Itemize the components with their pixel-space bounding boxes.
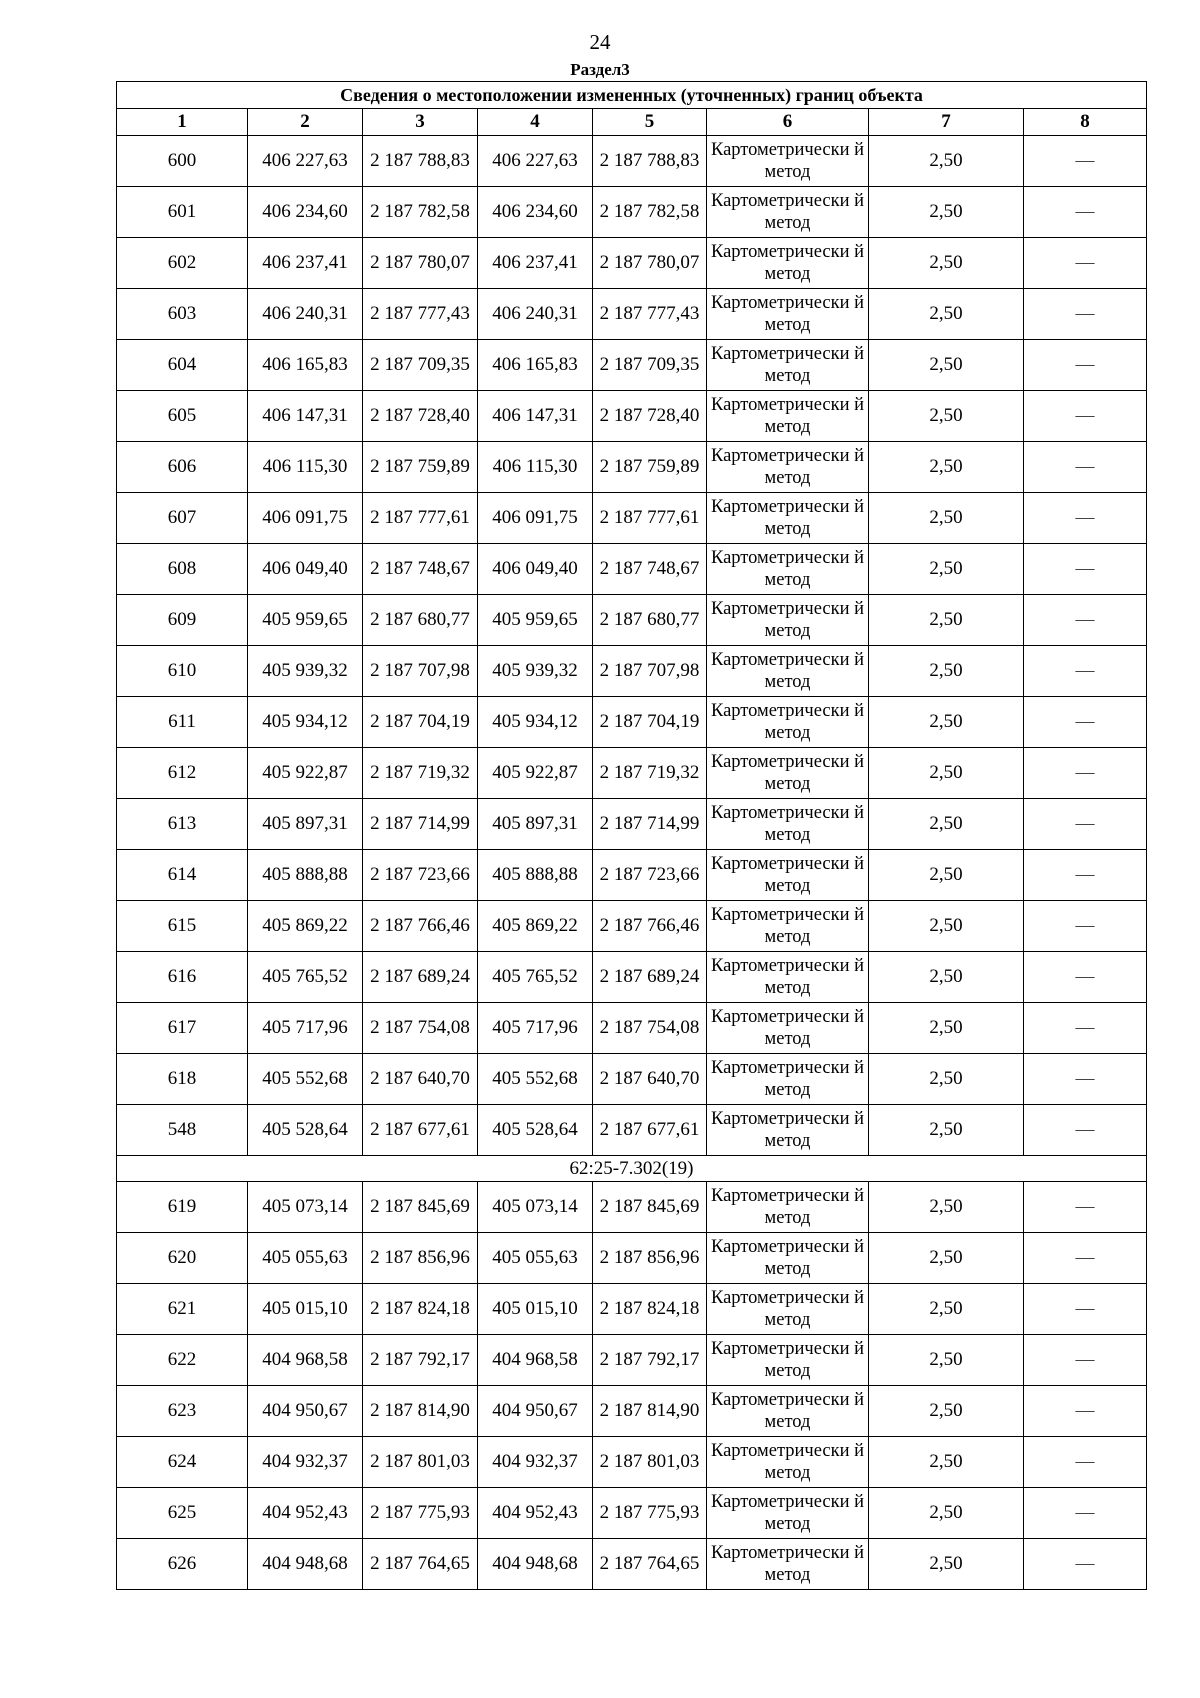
table-row — [117, 799, 1147, 850]
accuracy-cell: 2,50 — [869, 850, 1024, 901]
description-cell: — — [1024, 187, 1147, 238]
y-old-cell: 2 187 704,19 — [363, 697, 478, 748]
table-row — [117, 1233, 1147, 1284]
x-new-cell: 405 765,52 — [478, 952, 593, 1003]
y-old-cell: 2 187 856,96 — [363, 1233, 478, 1284]
method-cell: Картометрически й метод — [707, 442, 869, 493]
x-old-cell: 405 717,96 — [248, 1003, 363, 1054]
y-new-cell: 2 187 777,61 — [593, 493, 707, 544]
point-number-cell: 610 — [117, 646, 248, 697]
accuracy-cell: 2,50 — [869, 238, 1024, 289]
x-old-cell: 405 959,65 — [248, 595, 363, 646]
point-number-cell: 607 — [117, 493, 248, 544]
y-old-cell: 2 187 759,89 — [363, 442, 478, 493]
description-cell: — — [1024, 493, 1147, 544]
table-row — [117, 493, 1147, 544]
point-number-cell: 616 — [117, 952, 248, 1003]
point-number-cell: 613 — [117, 799, 248, 850]
column-header: 1 — [117, 109, 248, 136]
table-row — [117, 1003, 1147, 1054]
x-old-cell: 406 165,83 — [248, 340, 363, 391]
method-cell: Картометрически й метод — [707, 289, 869, 340]
y-old-cell: 2 187 707,98 — [363, 646, 478, 697]
table-row — [117, 1284, 1147, 1335]
method-cell: Картометрически й метод — [707, 697, 869, 748]
method-cell: Картометрически й метод — [707, 544, 869, 595]
table-caption: Сведения о местоположении измененных (уточненных) границ объекта — [117, 82, 1147, 109]
description-cell: — — [1024, 1539, 1147, 1590]
accuracy-cell: 2,50 — [869, 952, 1024, 1003]
accuracy-cell: 2,50 — [869, 1105, 1024, 1156]
accuracy-cell: 2,50 — [869, 1437, 1024, 1488]
x-old-cell: 405 922,87 — [248, 748, 363, 799]
table-row — [117, 238, 1147, 289]
x-old-cell: 404 950,67 — [248, 1386, 363, 1437]
method-cell: Картометрически й метод — [707, 340, 869, 391]
table-row — [117, 1182, 1147, 1233]
description-cell: — — [1024, 1233, 1147, 1284]
x-old-cell: 405 073,14 — [248, 1182, 363, 1233]
table-body — [117, 136, 1147, 1590]
y-old-cell: 2 187 777,43 — [363, 289, 478, 340]
point-number-cell: 609 — [117, 595, 248, 646]
method-cell: Картометрически й метод — [707, 1335, 869, 1386]
y-old-cell: 2 187 748,67 — [363, 544, 478, 595]
x-new-cell: 406 115,30 — [478, 442, 593, 493]
table-row — [117, 136, 1147, 187]
accuracy-cell: 2,50 — [869, 1003, 1024, 1054]
x-old-cell: 406 227,63 — [248, 136, 363, 187]
point-number-cell: 604 — [117, 340, 248, 391]
method-cell: Картометрически й метод — [707, 391, 869, 442]
point-number-cell: 626 — [117, 1539, 248, 1590]
point-number-cell: 625 — [117, 1488, 248, 1539]
x-old-cell: 406 240,31 — [248, 289, 363, 340]
method-cell: Картометрически й метод — [707, 901, 869, 952]
description-cell: — — [1024, 1437, 1147, 1488]
page-number: 24 — [589, 30, 611, 54]
accuracy-cell: 2,50 — [869, 799, 1024, 850]
y-old-cell: 2 187 640,70 — [363, 1054, 478, 1105]
group-row — [117, 1156, 1147, 1182]
y-new-cell: 2 187 709,35 — [593, 340, 707, 391]
y-new-cell: 2 187 640,70 — [593, 1054, 707, 1105]
point-number-cell: 614 — [117, 850, 248, 901]
point-number-cell: 618 — [117, 1054, 248, 1105]
x-old-cell: 406 237,41 — [248, 238, 363, 289]
x-old-cell: 404 968,58 — [248, 1335, 363, 1386]
column-header: 7 — [869, 109, 1024, 136]
x-new-cell: 405 888,88 — [478, 850, 593, 901]
x-new-cell: 405 897,31 — [478, 799, 593, 850]
y-new-cell: 2 187 782,58 — [593, 187, 707, 238]
point-number-cell: 620 — [117, 1233, 248, 1284]
method-cell: Картометрически й метод — [707, 748, 869, 799]
x-new-cell: 405 959,65 — [478, 595, 593, 646]
x-new-cell: 404 952,43 — [478, 1488, 593, 1539]
x-new-cell: 406 049,40 — [478, 544, 593, 595]
point-number-cell: 605 — [117, 391, 248, 442]
y-old-cell: 2 187 754,08 — [363, 1003, 478, 1054]
method-cell: Картометрически й метод — [707, 1539, 869, 1590]
method-cell: Картометрически й метод — [707, 1003, 869, 1054]
description-cell: — — [1024, 442, 1147, 493]
column-header: 5 — [593, 109, 707, 136]
description-cell: — — [1024, 1054, 1147, 1105]
point-number-cell: 608 — [117, 544, 248, 595]
description-cell: — — [1024, 850, 1147, 901]
y-new-cell: 2 187 766,46 — [593, 901, 707, 952]
y-old-cell: 2 187 728,40 — [363, 391, 478, 442]
description-cell: — — [1024, 1284, 1147, 1335]
accuracy-cell: 2,50 — [869, 136, 1024, 187]
accuracy-cell: 2,50 — [869, 1386, 1024, 1437]
description-cell: — — [1024, 1003, 1147, 1054]
y-new-cell: 2 187 680,77 — [593, 595, 707, 646]
accuracy-cell: 2,50 — [869, 697, 1024, 748]
method-cell: Картометрически й метод — [707, 1437, 869, 1488]
column-header-row — [117, 109, 1147, 136]
y-new-cell: 2 187 719,32 — [593, 748, 707, 799]
description-cell: — — [1024, 799, 1147, 850]
y-old-cell: 2 187 677,61 — [363, 1105, 478, 1156]
x-old-cell: 406 147,31 — [248, 391, 363, 442]
accuracy-cell: 2,50 — [869, 1335, 1024, 1386]
x-old-cell: 406 115,30 — [248, 442, 363, 493]
x-old-cell: 404 948,68 — [248, 1539, 363, 1590]
table-row — [117, 595, 1147, 646]
accuracy-cell: 2,50 — [869, 595, 1024, 646]
x-new-cell: 404 950,67 — [478, 1386, 593, 1437]
y-new-cell: 2 187 764,65 — [593, 1539, 707, 1590]
method-cell: Картометрически й метод — [707, 1233, 869, 1284]
description-cell: — — [1024, 1105, 1147, 1156]
description-cell: — — [1024, 1488, 1147, 1539]
x-old-cell: 405 055,63 — [248, 1233, 363, 1284]
x-new-cell: 405 073,14 — [478, 1182, 593, 1233]
method-cell: Картометрически й метод — [707, 595, 869, 646]
x-new-cell: 404 968,58 — [478, 1335, 593, 1386]
method-cell: Картометрически й метод — [707, 1182, 869, 1233]
y-old-cell: 2 187 723,66 — [363, 850, 478, 901]
point-number-cell: 600 — [117, 136, 248, 187]
table-row — [117, 1335, 1147, 1386]
method-cell: Картометрически й метод — [707, 799, 869, 850]
description-cell: — — [1024, 1182, 1147, 1233]
accuracy-cell: 2,50 — [869, 1182, 1024, 1233]
point-number-cell: 615 — [117, 901, 248, 952]
y-old-cell: 2 187 689,24 — [363, 952, 478, 1003]
accuracy-cell: 2,50 — [869, 442, 1024, 493]
y-new-cell: 2 187 748,67 — [593, 544, 707, 595]
y-new-cell: 2 187 780,07 — [593, 238, 707, 289]
x-old-cell: 405 934,12 — [248, 697, 363, 748]
accuracy-cell: 2,50 — [869, 391, 1024, 442]
y-new-cell: 2 187 814,90 — [593, 1386, 707, 1437]
y-old-cell: 2 187 845,69 — [363, 1182, 478, 1233]
point-number-cell: 606 — [117, 442, 248, 493]
accuracy-cell: 2,50 — [869, 544, 1024, 595]
y-old-cell: 2 187 792,17 — [363, 1335, 478, 1386]
y-new-cell: 2 187 824,18 — [593, 1284, 707, 1335]
description-cell: — — [1024, 901, 1147, 952]
coordinates-table — [116, 81, 1147, 1590]
point-number-cell: 617 — [117, 1003, 248, 1054]
x-new-cell: 405 934,12 — [478, 697, 593, 748]
table-caption-row — [117, 82, 1147, 109]
table-row — [117, 391, 1147, 442]
y-new-cell: 2 187 801,03 — [593, 1437, 707, 1488]
x-new-cell: 405 922,87 — [478, 748, 593, 799]
table-row — [117, 1539, 1147, 1590]
x-old-cell: 405 015,10 — [248, 1284, 363, 1335]
description-cell: — — [1024, 340, 1147, 391]
point-number-cell: 601 — [117, 187, 248, 238]
point-number-cell: 612 — [117, 748, 248, 799]
table-row — [117, 1386, 1147, 1437]
y-new-cell: 2 187 704,19 — [593, 697, 707, 748]
table-row — [117, 544, 1147, 595]
y-new-cell: 2 187 792,17 — [593, 1335, 707, 1386]
accuracy-cell: 2,50 — [869, 1488, 1024, 1539]
y-new-cell: 2 187 777,43 — [593, 289, 707, 340]
accuracy-cell: 2,50 — [869, 340, 1024, 391]
table-row — [117, 442, 1147, 493]
method-cell: Картометрически й метод — [707, 646, 869, 697]
x-new-cell: 405 939,32 — [478, 646, 593, 697]
point-number-cell: 623 — [117, 1386, 248, 1437]
point-number-cell: 624 — [117, 1437, 248, 1488]
accuracy-cell: 2,50 — [869, 1233, 1024, 1284]
description-cell: — — [1024, 646, 1147, 697]
column-header: 6 — [707, 109, 869, 136]
point-number-cell: 548 — [117, 1105, 248, 1156]
y-new-cell: 2 187 728,40 — [593, 391, 707, 442]
y-old-cell: 2 187 782,58 — [363, 187, 478, 238]
accuracy-cell: 2,50 — [869, 1284, 1024, 1335]
table-row — [117, 187, 1147, 238]
point-number-cell: 611 — [117, 697, 248, 748]
x-old-cell: 405 888,88 — [248, 850, 363, 901]
description-cell: — — [1024, 391, 1147, 442]
accuracy-cell: 2,50 — [869, 901, 1024, 952]
table-row — [117, 697, 1147, 748]
method-cell: Картометрически й метод — [707, 493, 869, 544]
column-header: 4 — [478, 109, 593, 136]
x-new-cell: 406 237,41 — [478, 238, 593, 289]
x-new-cell: 405 717,96 — [478, 1003, 593, 1054]
x-new-cell: 406 165,83 — [478, 340, 593, 391]
description-cell: — — [1024, 289, 1147, 340]
y-old-cell: 2 187 719,32 — [363, 748, 478, 799]
y-old-cell: 2 187 814,90 — [363, 1386, 478, 1437]
method-cell: Картометрически й метод — [707, 136, 869, 187]
y-old-cell: 2 187 764,65 — [363, 1539, 478, 1590]
y-new-cell: 2 187 714,99 — [593, 799, 707, 850]
x-old-cell: 405 552,68 — [248, 1054, 363, 1105]
x-old-cell: 405 897,31 — [248, 799, 363, 850]
method-cell: Картометрически й метод — [707, 187, 869, 238]
method-cell: Картометрически й метод — [707, 1105, 869, 1156]
column-header: 3 — [363, 109, 478, 136]
column-header: 2 — [248, 109, 363, 136]
accuracy-cell: 2,50 — [869, 748, 1024, 799]
table-row — [117, 1437, 1147, 1488]
y-new-cell: 2 187 723,66 — [593, 850, 707, 901]
y-new-cell: 2 187 856,96 — [593, 1233, 707, 1284]
y-old-cell: 2 187 780,07 — [363, 238, 478, 289]
description-cell: — — [1024, 1335, 1147, 1386]
point-number-cell: 621 — [117, 1284, 248, 1335]
description-cell: — — [1024, 1386, 1147, 1437]
description-cell: — — [1024, 544, 1147, 595]
y-new-cell: 2 187 677,61 — [593, 1105, 707, 1156]
column-header: 8 — [1024, 109, 1147, 136]
x-new-cell: 405 552,68 — [478, 1054, 593, 1105]
method-cell: Картометрически й метод — [707, 850, 869, 901]
y-new-cell: 2 187 689,24 — [593, 952, 707, 1003]
accuracy-cell: 2,50 — [869, 187, 1024, 238]
point-number-cell: 603 — [117, 289, 248, 340]
description-cell: — — [1024, 748, 1147, 799]
x-old-cell: 406 049,40 — [248, 544, 363, 595]
y-new-cell: 2 187 788,83 — [593, 136, 707, 187]
y-old-cell: 2 187 788,83 — [363, 136, 478, 187]
y-old-cell: 2 187 714,99 — [363, 799, 478, 850]
method-cell: Картометрически й метод — [707, 1284, 869, 1335]
x-new-cell: 406 240,31 — [478, 289, 593, 340]
table-row — [117, 748, 1147, 799]
x-new-cell: 405 528,64 — [478, 1105, 593, 1156]
x-new-cell: 405 055,63 — [478, 1233, 593, 1284]
accuracy-cell: 2,50 — [869, 1539, 1024, 1590]
table-row — [117, 340, 1147, 391]
table-row — [117, 952, 1147, 1003]
method-cell: Картометрически й метод — [707, 1488, 869, 1539]
x-new-cell: 405 869,22 — [478, 901, 593, 952]
method-cell: Картометрически й метод — [707, 1386, 869, 1437]
method-cell: Картометрически й метод — [707, 238, 869, 289]
accuracy-cell: 2,50 — [869, 646, 1024, 697]
point-number-cell: 622 — [117, 1335, 248, 1386]
x-old-cell: 406 091,75 — [248, 493, 363, 544]
description-cell: — — [1024, 952, 1147, 1003]
table-row — [117, 1488, 1147, 1539]
point-number-cell: 602 — [117, 238, 248, 289]
x-old-cell: 404 952,43 — [248, 1488, 363, 1539]
description-cell: — — [1024, 136, 1147, 187]
y-old-cell: 2 187 824,18 — [363, 1284, 478, 1335]
accuracy-cell: 2,50 — [869, 289, 1024, 340]
x-old-cell: 405 765,52 — [248, 952, 363, 1003]
table-row — [117, 901, 1147, 952]
x-old-cell: 405 869,22 — [248, 901, 363, 952]
method-cell: Картометрически й метод — [707, 952, 869, 1003]
table-row — [117, 850, 1147, 901]
description-cell: — — [1024, 595, 1147, 646]
y-new-cell: 2 187 845,69 — [593, 1182, 707, 1233]
y-new-cell: 2 187 759,89 — [593, 442, 707, 493]
y-old-cell: 2 187 777,61 — [363, 493, 478, 544]
y-old-cell: 2 187 766,46 — [363, 901, 478, 952]
y-new-cell: 2 187 775,93 — [593, 1488, 707, 1539]
y-old-cell: 2 187 775,93 — [363, 1488, 478, 1539]
accuracy-cell: 2,50 — [869, 1054, 1024, 1105]
group-label: 62:25-7.302(19) — [117, 1156, 1147, 1182]
method-cell: Картометрически й метод — [707, 1054, 869, 1105]
table-row — [117, 289, 1147, 340]
x-new-cell: 406 091,75 — [478, 493, 593, 544]
y-new-cell: 2 187 707,98 — [593, 646, 707, 697]
x-old-cell: 405 528,64 — [248, 1105, 363, 1156]
x-old-cell: 406 234,60 — [248, 187, 363, 238]
y-old-cell: 2 187 680,77 — [363, 595, 478, 646]
x-new-cell: 405 015,10 — [478, 1284, 593, 1335]
y-old-cell: 2 187 801,03 — [363, 1437, 478, 1488]
table-row — [117, 646, 1147, 697]
x-new-cell: 404 932,37 — [478, 1437, 593, 1488]
x-new-cell: 406 227,63 — [478, 136, 593, 187]
x-old-cell: 405 939,32 — [248, 646, 363, 697]
point-number-cell: 619 — [117, 1182, 248, 1233]
description-cell: — — [1024, 697, 1147, 748]
section-title: Раздел3 — [570, 60, 630, 79]
x-new-cell: 406 234,60 — [478, 187, 593, 238]
x-new-cell: 406 147,31 — [478, 391, 593, 442]
table-row — [117, 1054, 1147, 1105]
table-row — [117, 1105, 1147, 1156]
y-new-cell: 2 187 754,08 — [593, 1003, 707, 1054]
x-new-cell: 404 948,68 — [478, 1539, 593, 1590]
accuracy-cell: 2,50 — [869, 493, 1024, 544]
y-old-cell: 2 187 709,35 — [363, 340, 478, 391]
x-old-cell: 404 932,37 — [248, 1437, 363, 1488]
description-cell: — — [1024, 238, 1147, 289]
